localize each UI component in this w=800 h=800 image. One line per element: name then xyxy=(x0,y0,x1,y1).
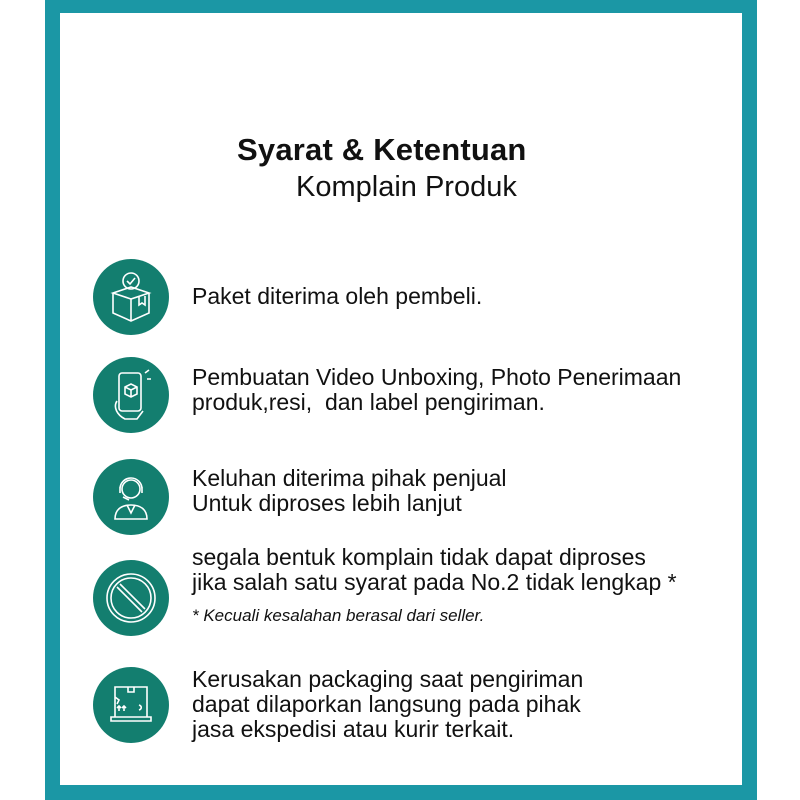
exception-note: * Kecuali kesalahan berasal dari seller. xyxy=(192,606,485,625)
page-title: Syarat & Ketentuan xyxy=(237,132,527,167)
prohibited-icon xyxy=(93,560,169,636)
customer-service-icon xyxy=(93,459,169,535)
item-3-text: Keluhan diterima pihak penjual Untuk diproses lebih lanjut xyxy=(192,465,507,516)
page-subtitle: Komplain Produk xyxy=(296,171,517,203)
damaged-package-icon xyxy=(93,667,169,743)
package-check-icon xyxy=(93,259,169,335)
item-4-text: segala bentuk komplain tidak dapat diproses jika salah satu syarat pada No.2 tidak lengkap * * Kecuali kesalahan berasal dari seller. xyxy=(192,545,677,628)
phone-video-icon xyxy=(93,357,169,433)
item-2-text: Pembuatan Video Unboxing, Photo Penerimaan produk,resi, dan label pengiriman. xyxy=(192,364,682,415)
item-1-text: Paket diterima oleh pembeli. xyxy=(192,283,483,309)
item-5-text: Kerusakan packaging saat pengiriman dapat dilaporkan langsung pada pihak jasa ekspedisi atau kurir terkait. xyxy=(192,666,584,742)
